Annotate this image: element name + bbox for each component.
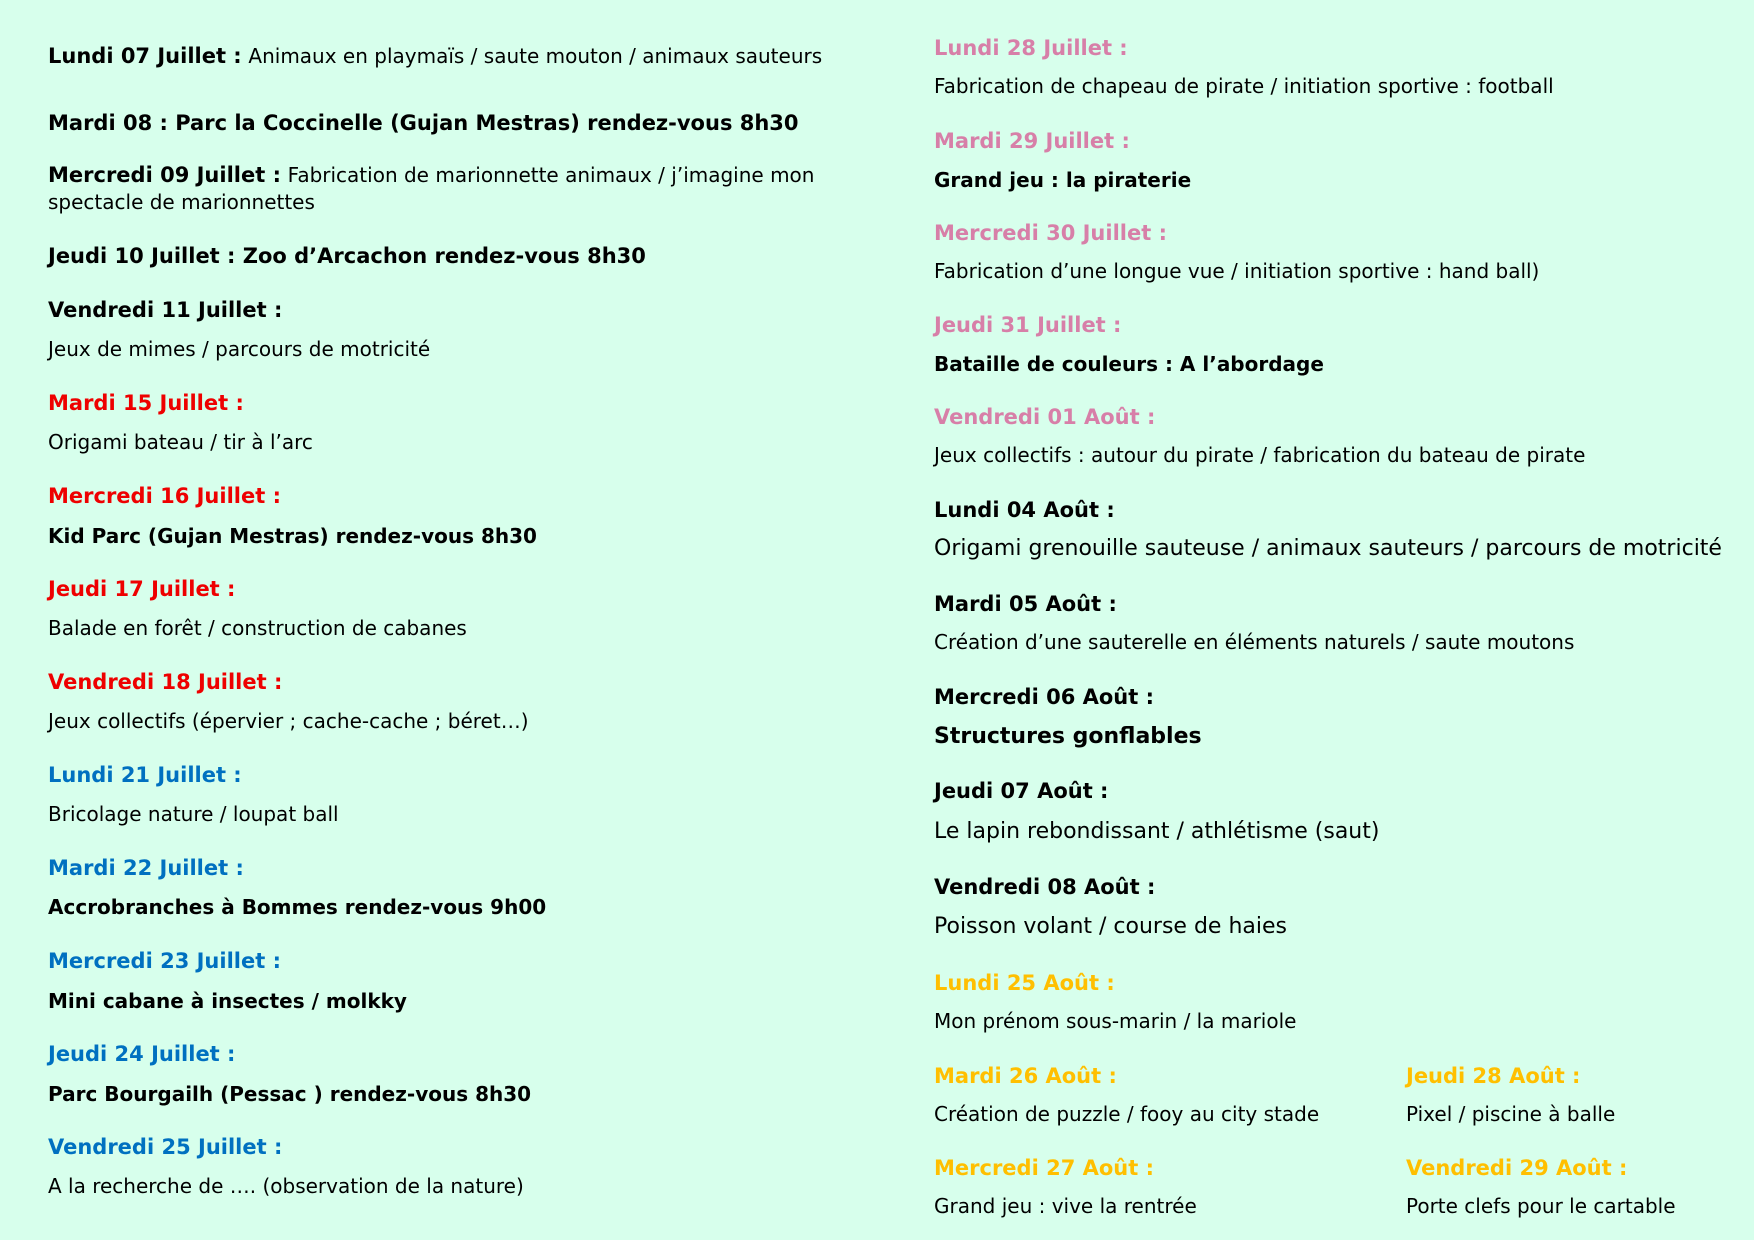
schedule-entry-mercredi-09: [48, 162, 898, 216]
day-label: Lundi 07 Juillet :: [48, 44, 242, 68]
activity-mardi-22: Accrobranches à Bommes rendez-vous 9h00: [48, 895, 547, 919]
day-label-jeudi-31: Jeudi 31 Juillet :: [934, 313, 1122, 337]
schedule-entry-mardi-08: Mardi 08 : Parc la Coccinelle (Gujan Mestras) rendez-vous 8h30: [48, 111, 799, 135]
activity-jeudi-17: Balade en forêt / construction de cabanes: [48, 616, 467, 640]
day-label-mercredi-30: Mercredi 30 Juillet :: [934, 221, 1167, 245]
activity-mardi-29: Grand jeu : la piraterie: [934, 168, 1192, 192]
day-label-mercredi-16: Mercredi 16 Juillet :: [48, 484, 281, 508]
activity-lundi-28: Fabrication de chapeau de pirate / initiation sportive : football: [934, 74, 1554, 98]
day-label-jeudi-28: Jeudi 28 Août :: [1406, 1064, 1581, 1088]
activity-mercredi-23: Mini cabane à insectes / molkky: [48, 989, 407, 1013]
activity-jeudi-31: Bataille de couleurs : A l’abordage: [934, 352, 1324, 376]
day-label-jeudi-17: Jeudi 17 Juillet :: [48, 577, 236, 601]
day-label-vendredi-25: Vendredi 25 Juillet :: [48, 1135, 283, 1159]
activity-lundi-04: Origami grenouille sauteuse / animaux sauteurs / parcours de motricité: [934, 536, 1722, 561]
schedule-entry-jeudi-10: Jeudi 10 Juillet : Zoo d’Arcachon rendez-vous 8h30: [48, 244, 646, 268]
day-label-lundi-04: Lundi 04 Août :: [934, 498, 1115, 522]
activity-mardi-15: Origami bateau / tir à l’arc: [48, 430, 313, 454]
day-label-mardi-29: Mardi 29 Juillet :: [934, 129, 1130, 153]
day-label-jeudi-24: Jeudi 24 Juillet :: [48, 1042, 236, 1066]
day-label: Mercredi 09 Juillet :: [48, 163, 281, 187]
day-label-lundi-25-aout: Lundi 25 Août :: [934, 971, 1115, 995]
day-label-mardi-15: Mardi 15 Juillet :: [48, 391, 244, 415]
day-label-mercredi-06: Mercredi 06 Août :: [934, 685, 1154, 709]
day-label-mercredi-23: Mercredi 23 Juillet :: [48, 949, 281, 973]
activity-jeudi-28: Pixel / piscine à balle: [1406, 1102, 1616, 1126]
activity-vendredi-11: Jeux de mimes / parcours de motricité: [48, 337, 431, 361]
activity-vendredi-29: Porte clefs pour le cartable: [1406, 1194, 1676, 1218]
day-label-vendredi-01: Vendredi 01 Août :: [934, 405, 1156, 429]
activity-mercredi-16: Kid Parc (Gujan Mestras) rendez-vous 8h30: [48, 524, 537, 548]
activity-vendredi-18: Jeux collectifs (épervier ; cache-cache ; béret…): [48, 709, 529, 733]
day-label-vendredi-29: Vendredi 29 Août :: [1406, 1156, 1628, 1180]
day-label-lundi-21: Lundi 21 Juillet :: [48, 763, 242, 787]
activity-lundi-21: Bricolage nature / loupat ball: [48, 802, 339, 826]
activity-mercredi-06: Structures gonflables: [934, 724, 1202, 749]
activity-mardi-26: Création de puzzle / fooy au city stade: [934, 1102, 1320, 1126]
activity-vendredi-25: A la recherche de …. (observation de la nature): [48, 1174, 524, 1198]
activity-vendredi-01: Jeux collectifs : autour du pirate / fabrication du bateau de pirate: [934, 443, 1586, 467]
activity-mardi-05: Création d’une sauterelle en éléments naturels / saute moutons: [934, 630, 1575, 654]
day-label-lundi-28: Lundi 28 Juillet :: [934, 36, 1128, 60]
schedule-entry-lundi-07: [48, 43, 898, 70]
activity-text: Animaux en playmaïs / saute mouton / animaux sauteurs: [248, 44, 823, 68]
day-label-jeudi-07: Jeudi 07 Août :: [934, 779, 1109, 803]
day-label-vendredi-08: Vendredi 08 Août :: [934, 875, 1156, 899]
activity-lundi-25-aout: Mon prénom sous-marin / la mariole: [934, 1009, 1297, 1033]
day-label-mercredi-27: Mercredi 27 Août :: [934, 1156, 1154, 1180]
activity-vendredi-08: Poisson volant / course de haies: [934, 914, 1287, 939]
day-label-mardi-05: Mardi 05 Août :: [934, 592, 1117, 616]
day-label-vendredi-18: Vendredi 18 Juillet :: [48, 670, 283, 694]
activity-mercredi-30: Fabrication d’une longue vue / initiation sportive : hand ball): [934, 259, 1540, 283]
day-label-vendredi-11: Vendredi 11 Juillet :: [48, 298, 283, 322]
activity-jeudi-24: Parc Bourgailh (Pessac ) rendez-vous 8h30: [48, 1082, 532, 1106]
activity-text: Fabrication de marionnette animaux / j’imagine mon spectacle de marionnettes: [48, 163, 815, 214]
activity-mercredi-27: Grand jeu : vive la rentrée: [934, 1194, 1197, 1218]
activity-jeudi-07: Le lapin rebondissant / athlétisme (saut): [934, 819, 1380, 844]
day-label-mardi-22: Mardi 22 Juillet :: [48, 856, 244, 880]
day-label-mardi-26: Mardi 26 Août :: [934, 1064, 1117, 1088]
